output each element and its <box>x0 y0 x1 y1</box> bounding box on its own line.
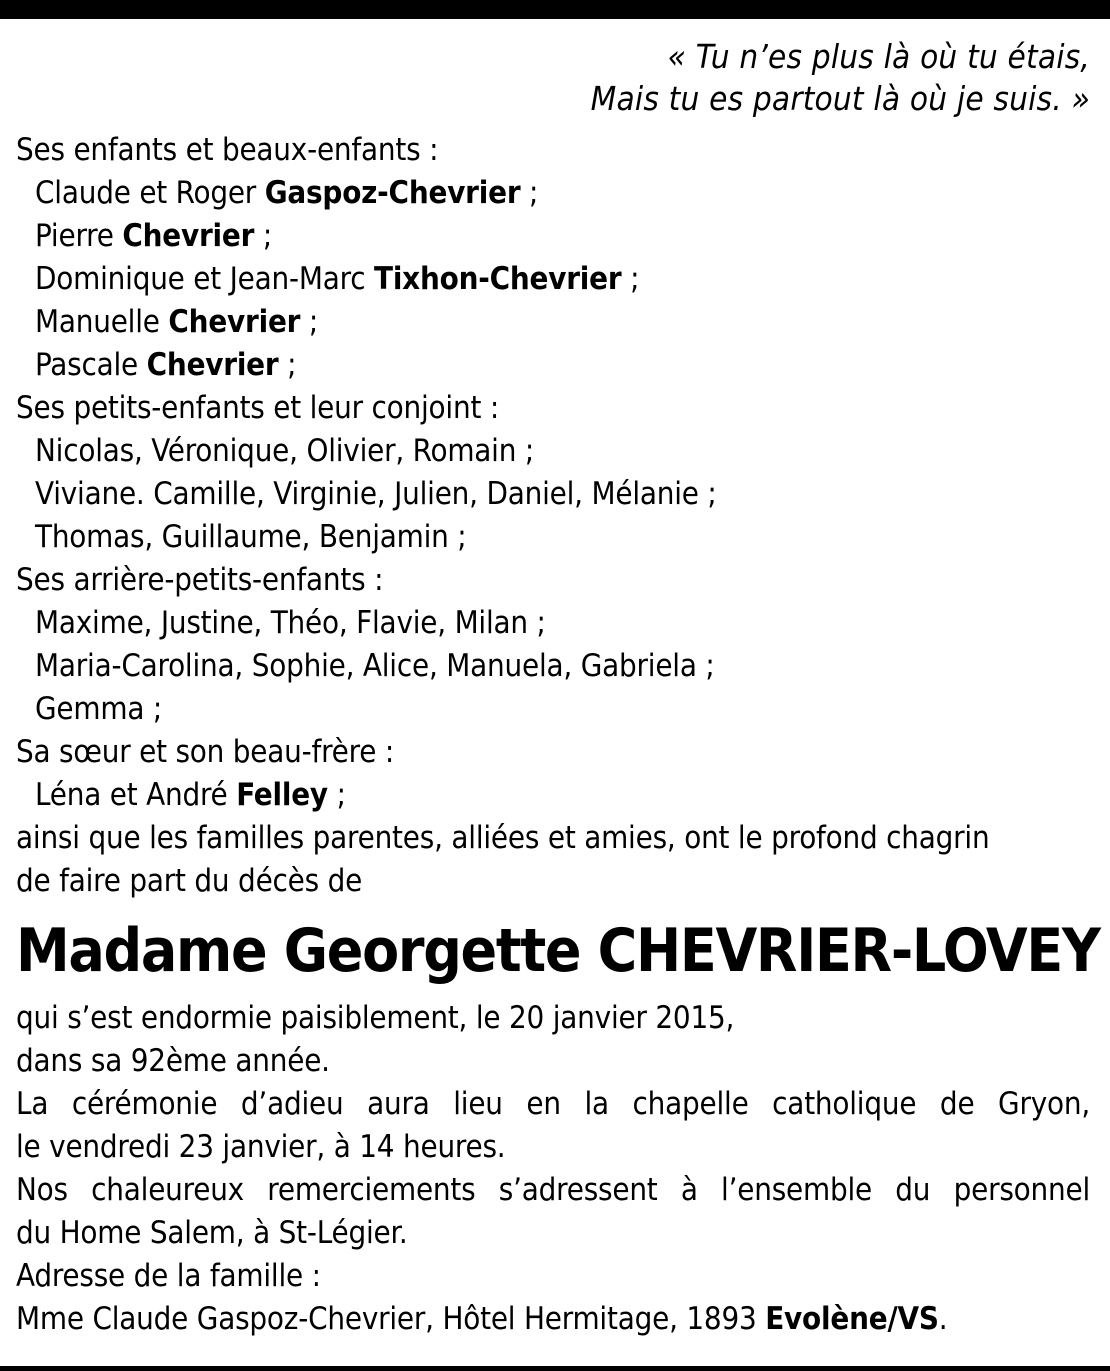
ceremony-time-line: le vendredi 23 janvier, à 14 heures. <box>16 1129 506 1165</box>
address-end: . <box>938 1301 948 1337</box>
family-entry <box>16 344 1090 387</box>
surname: Chevrier <box>122 218 255 254</box>
children-heading: Ses enfants et beaux-enfants : <box>16 132 439 168</box>
address-heading: Adresse de la famille : <box>16 1258 321 1294</box>
deceased-name: Madame Georgette CHEVRIER-LOVEY <box>16 916 1100 986</box>
details-section <box>16 997 1090 1341</box>
separator: ; <box>327 777 346 813</box>
names-line: Nicolas, Véronique, Olivier, Romain ; <box>35 433 535 469</box>
ceremony-line: La cérémonie d’adieu aura lieu en la chapelle catholique de Gryon, <box>16 1086 1090 1122</box>
separator: ; <box>254 218 273 254</box>
death-date-line: qui s’est endormie paisiblement, le 20 janvier 2015, <box>16 1000 735 1036</box>
separator: ; <box>278 347 297 383</box>
surname: Chevrier <box>146 347 279 383</box>
given-names: Pierre <box>35 218 123 254</box>
top-rule <box>0 0 1110 19</box>
given-names: Léna et André <box>35 777 237 813</box>
quote-line: Mais tu es partout là où je suis. » <box>590 79 1090 118</box>
thanks-line-end: du Home Salem, à St-Légier. <box>16 1215 408 1251</box>
age-line: dans sa 92ème année. <box>16 1043 330 1079</box>
given-names: Manuelle <box>35 304 169 340</box>
announcement <box>16 817 1090 903</box>
given-names: Dominique et Jean-Marc <box>35 261 374 297</box>
sibling-heading: Sa sœur et son beau-frère : <box>16 734 395 770</box>
family-entry <box>16 301 1090 344</box>
names-line: Maxime, Justine, Théo, Flavie, Milan ; <box>35 605 546 641</box>
separator: ; <box>300 304 319 340</box>
epigraph-quote <box>16 36 1090 120</box>
announcement-line: ainsi que les familles parentes, alliées et amies, ont le profond chagrin <box>16 820 990 856</box>
surname: Tixhon-Chevrier <box>374 261 622 297</box>
family-entry <box>16 258 1090 301</box>
great-grandchildren-heading: Ses arrière-petits-enfants : <box>16 562 384 598</box>
surname: Chevrier <box>168 304 301 340</box>
names-line: Gemma ; <box>35 691 163 727</box>
obituary-notice <box>16 36 1100 1341</box>
surname: Felley <box>236 777 328 813</box>
grandchildren-section <box>16 387 1090 559</box>
address-street: Mme Claude Gaspoz-Chevrier, Hôtel Hermitage, 1893 <box>16 1301 766 1337</box>
family-entry <box>16 774 1090 817</box>
bottom-rule <box>0 1366 1110 1371</box>
given-names: Pascale <box>35 347 147 383</box>
given-names: Claude et Roger <box>35 175 265 211</box>
family-entry <box>16 215 1090 258</box>
sibling-section <box>16 731 1090 817</box>
family-address <box>16 1298 1090 1341</box>
names-line: Viviane. Camille, Virginie, Julien, Daniel, Mélanie ; <box>35 476 717 512</box>
announcement-line: de faire part du décès de <box>16 863 363 899</box>
separator: ; <box>621 261 640 297</box>
thanks-line: Nos chaleureux remerciements s’adressent à l’ensemble du personnel <box>16 1172 1090 1208</box>
separator: ; <box>520 175 539 211</box>
children-section <box>16 129 1090 387</box>
names-line: Maria-Carolina, Sophie, Alice, Manuela, Gabriela ; <box>35 648 715 684</box>
quote-line: « Tu n’es plus là où tu étais, <box>667 37 1090 76</box>
surname: Gaspoz-Chevrier <box>264 175 521 211</box>
family-entry <box>16 172 1090 215</box>
great-grandchildren-section <box>16 559 1090 731</box>
names-line: Thomas, Guillaume, Benjamin ; <box>35 519 467 555</box>
address-city: Evolène/VS <box>765 1301 939 1337</box>
grandchildren-heading: Ses petits-enfants et leur conjoint : <box>16 390 500 426</box>
